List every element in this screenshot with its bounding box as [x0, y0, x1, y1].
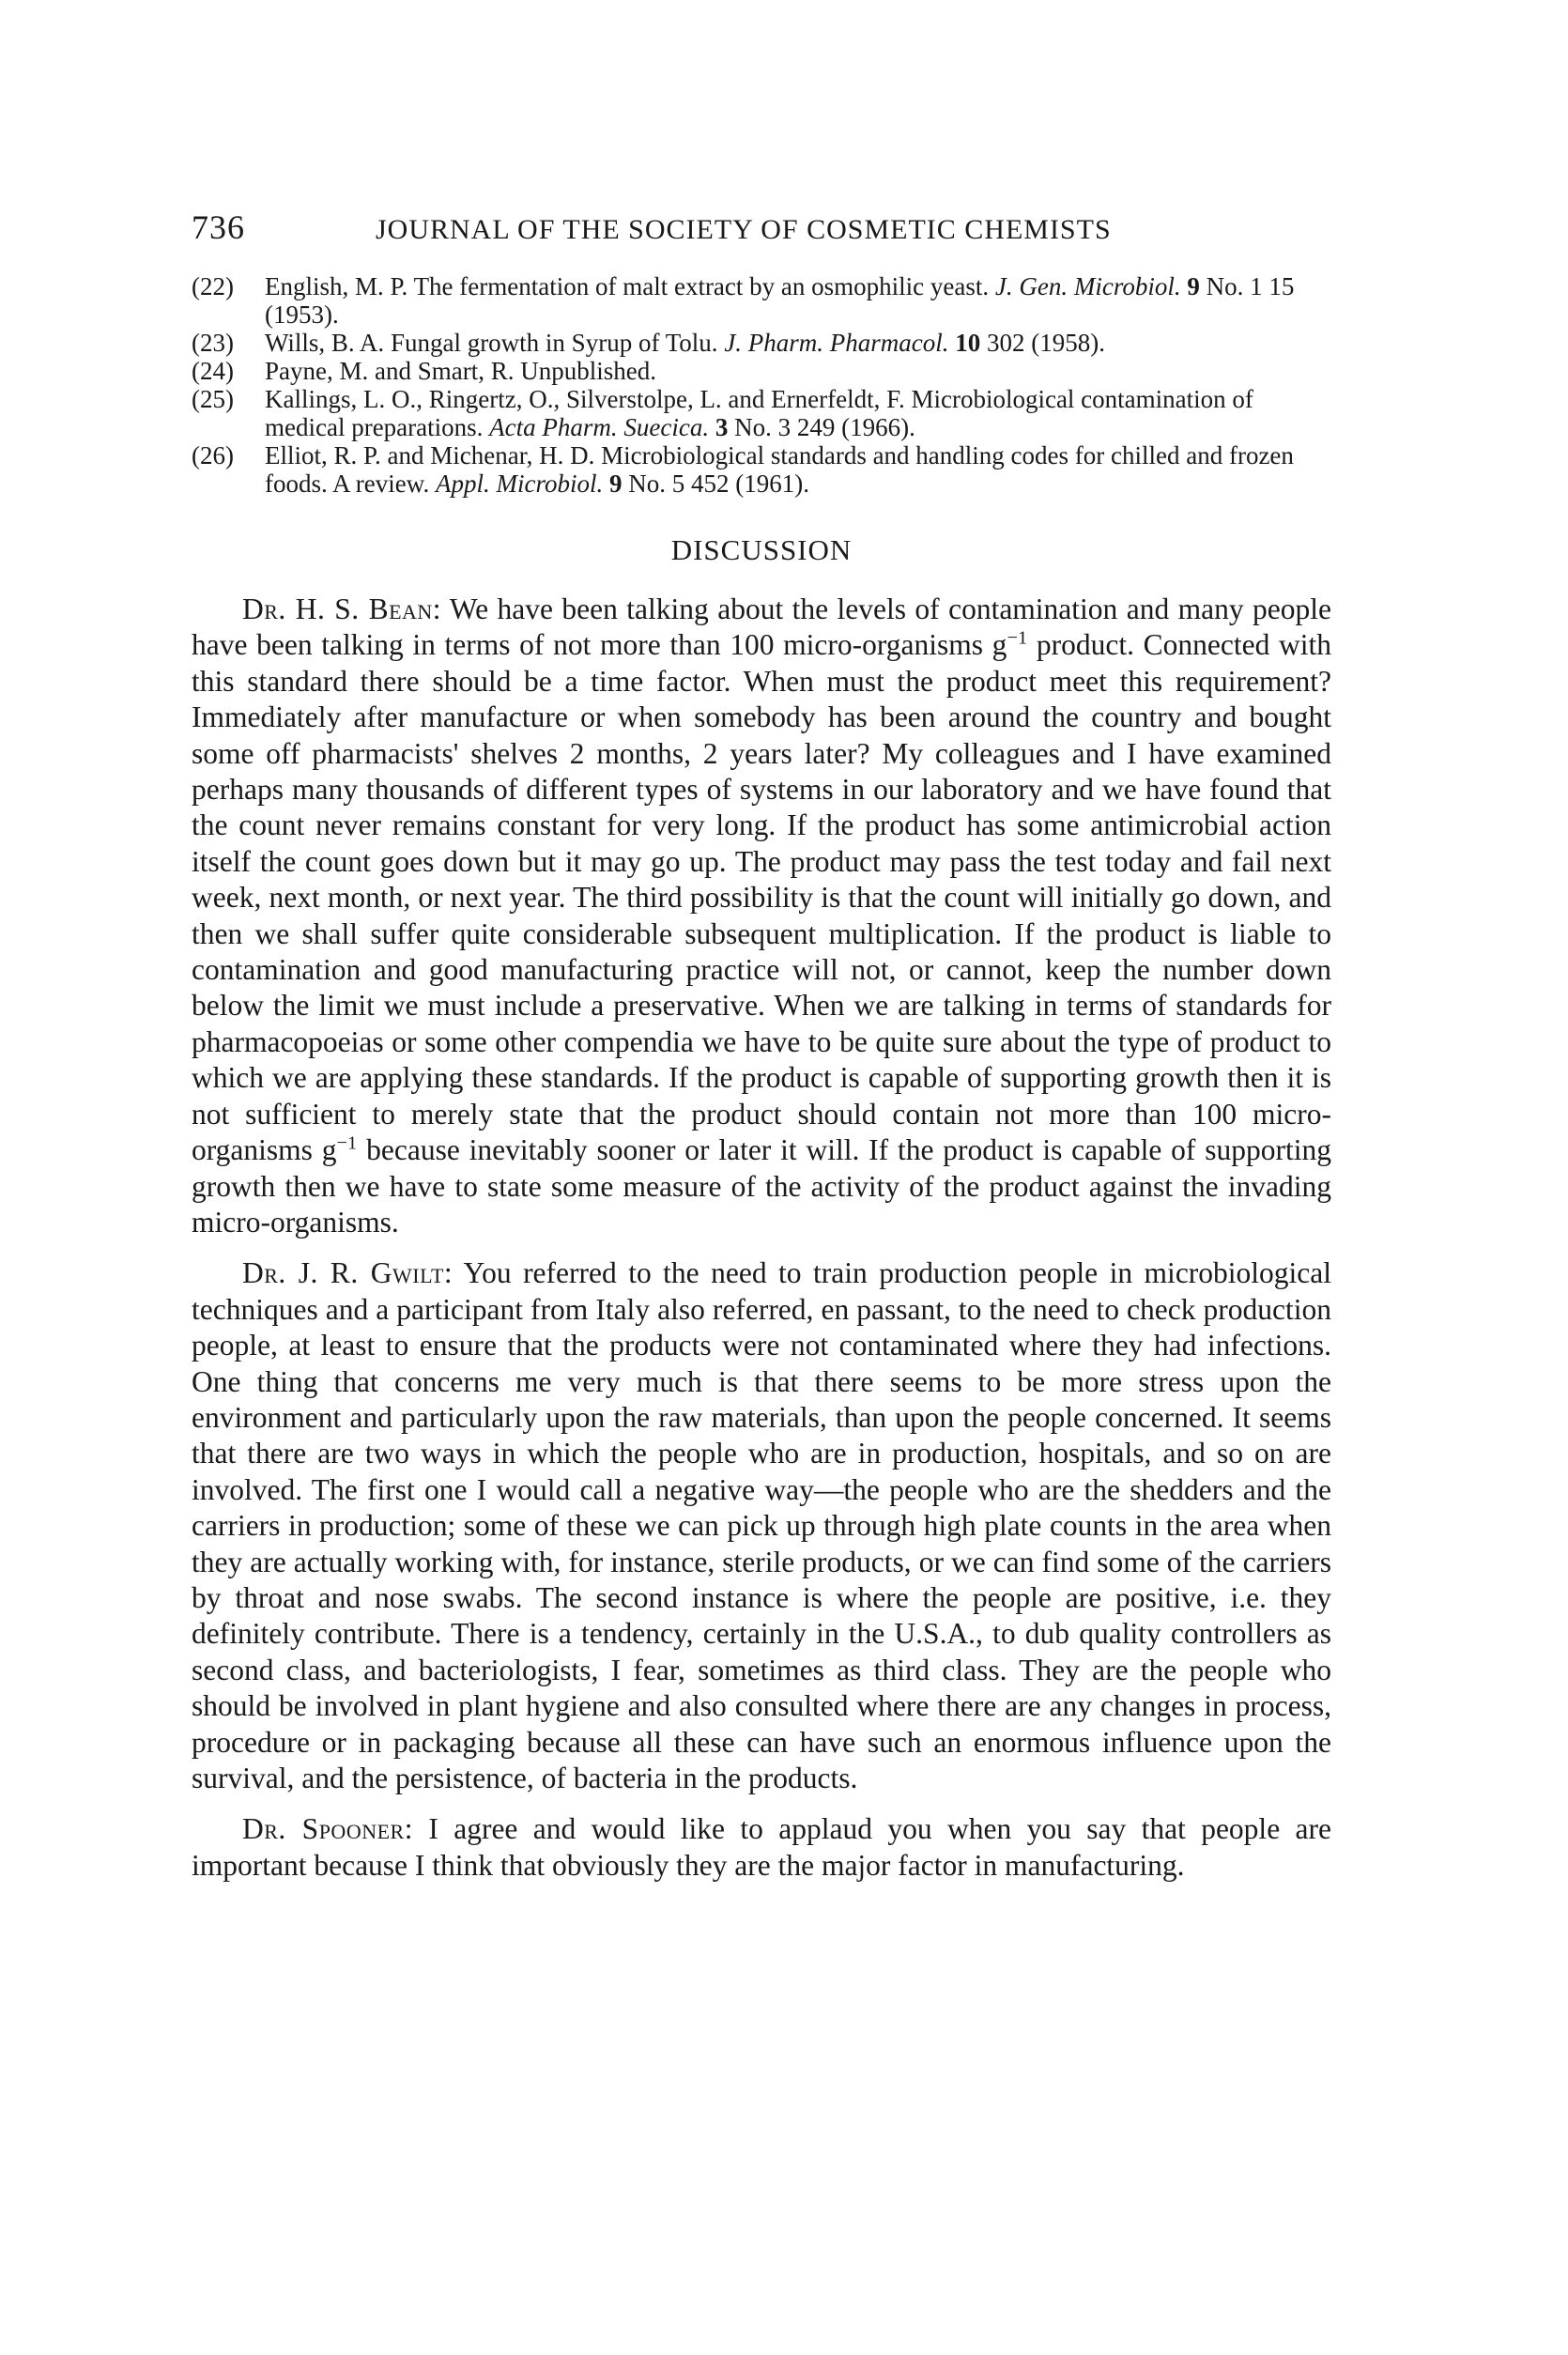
- running-header: [192, 208, 1356, 249]
- reference-authors: Elliot, R. P. and Michenar, H. D.: [265, 441, 595, 469]
- reference-number: (26): [192, 441, 234, 469]
- speaker-name: Dr. J. R. Gwilt:: [242, 1256, 453, 1290]
- reference-title: Microbiological contamination of medical preparations.: [265, 385, 1253, 441]
- reference-number: (24): [192, 357, 234, 385]
- reference-authors: Payne, M. and Smart, R.: [265, 357, 515, 385]
- reference-number: (23): [192, 329, 234, 357]
- reference-volume: 9: [608, 469, 623, 498]
- reference-item: [192, 272, 1328, 329]
- reference-authors: Wills, B. A.: [265, 329, 385, 357]
- reference-details: No. 1 15 (1953).: [265, 272, 1295, 329]
- paragraph-text: because inevitably sooner or later it will. If the product is capable of supporting growth then we have to state some measure of the activity of the product against the invading micro-organisms.: [192, 1133, 1332, 1239]
- page-number: 736: [192, 208, 245, 246]
- reference-details: 302 (1958).: [987, 329, 1106, 357]
- reference-list: [192, 272, 1328, 498]
- paragraph-text: You referred to the need to train production people in microbiological techniques and a participant from Italy also referred, en passant, to the need to check production people, at least to ensure that the products were not contaminated where they had infections. One thing that concerns me very much is that there seems to be more stress upon the environment and particularly upon the raw materials, than upon the people concerned. It seems that there are two ways in which the people who are in production, hospitals, and so on are involved. The first one I would call a negative way—the people who are the shedders and the carriers in production; some of these we can pick up through high plate counts in the area when they are actually working with, for instance, sterile products, or we can find some of the carriers by throat and nose swabs. The second instance is where the people are positive, i.e. they definitely contribute. There is a tendency, certainly in the U.S.A., to dub quality controllers as second class, and bacteriologists, I fear, sometimes as third class. They are the people who should be involved in plant hygiene and also consulted where there are any changes in process, procedure or in packaging because all these can have such an enormous influence upon the survival, and the persistence, of bacteria in the products.: [192, 1256, 1332, 1794]
- reference-title: The fermentation of malt extract by an osmophilic yeast.: [413, 272, 990, 300]
- section-heading: DISCUSSION: [670, 533, 853, 566]
- discussion-paragraph: [192, 592, 1331, 1240]
- reference-item: [192, 357, 1328, 385]
- speaker-name: Dr. H. S. Bean:: [242, 593, 442, 625]
- reference-authors: Kallings, L. O., Ringertz, O., Silverstolpe, L. and Ernerfeldt, F.: [265, 385, 905, 413]
- reference-volume: 10: [955, 329, 981, 357]
- reference-authors: English, M. P.: [265, 272, 408, 300]
- reference-number: (25): [192, 385, 234, 413]
- paragraph-text: I agree and would like to applaud you when you say that people are important because I think that obviously they are the major factor in manufacturing.: [192, 1812, 1331, 1882]
- speaker-name: Dr. Spooner:: [242, 1812, 413, 1846]
- reference-item: [192, 441, 1328, 498]
- discussion-paragraph: [192, 1811, 1331, 1884]
- reference-journal: J. Pharm. Pharmacol.: [724, 329, 949, 357]
- journal-title: JOURNAL OF THE SOCIETY OF COSMETIC CHEMISTS: [376, 214, 1112, 245]
- paragraph-text: product. Connected with this standard there should be a time factor. When must the product meet this requirement? Immediately after manufacture or when somebody has been around the country and bought some off pharmacists' shelves 2 months, 2 years later? My colleagues and I have examined perhaps many thousands of different types of systems in our laboratory and we have found that the count never remains constant for very long. If the product has some antimicrobial action itself the count goes down but it may go up. The product may pass the test today and fail next week, next month, or next year. The third possibility is that the count will initially go down, and then we shall suffer quite considerable subsequent multiplication. If the product is liable to contamination and good manufacturing practice will not, or cannot, keep the number down below the limit we must include a preservative. When we are talking in terms of standards for pharmacopoeias or some other compendia we have to be quite sure about the type of product to which we are applying these standards. If the product is capable of supporting growth then it is not sufficient to merely state that the product should contain not more than 100 micro-organisms g: [192, 628, 1331, 1167]
- reference-title: Unpublished.: [520, 357, 656, 385]
- reference-journal: Appl. Microbiol.: [435, 469, 604, 498]
- reference-details: No. 3 249 (1966).: [734, 413, 915, 441]
- reference-journal: Acta Pharm. Suecica.: [489, 413, 710, 441]
- reference-item: [192, 329, 1328, 357]
- reference-volume: 3: [715, 413, 729, 441]
- superscript: −1: [336, 1132, 358, 1154]
- reference-details: No. 5 452 (1961).: [628, 469, 809, 498]
- reference-title: Microbiological standards and handling codes for chilled and frozen foods. A review.: [265, 441, 1294, 498]
- reference-item: [192, 385, 1328, 441]
- reference-journal: J. Gen. Microbiol.: [994, 272, 1181, 300]
- paragraph-text: We have been talking about the levels of contamination and many people have been talking in terms of not more than 100 micro-organisms g: [192, 593, 1331, 662]
- superscript: −1: [1007, 627, 1028, 649]
- reference-volume: 9: [1187, 272, 1200, 300]
- reference-number: (22): [192, 272, 234, 300]
- reference-title: Fungal growth in Syrup of Tolu.: [390, 329, 718, 357]
- discussion-body: [192, 592, 1331, 1899]
- discussion-paragraph: [192, 1255, 1331, 1796]
